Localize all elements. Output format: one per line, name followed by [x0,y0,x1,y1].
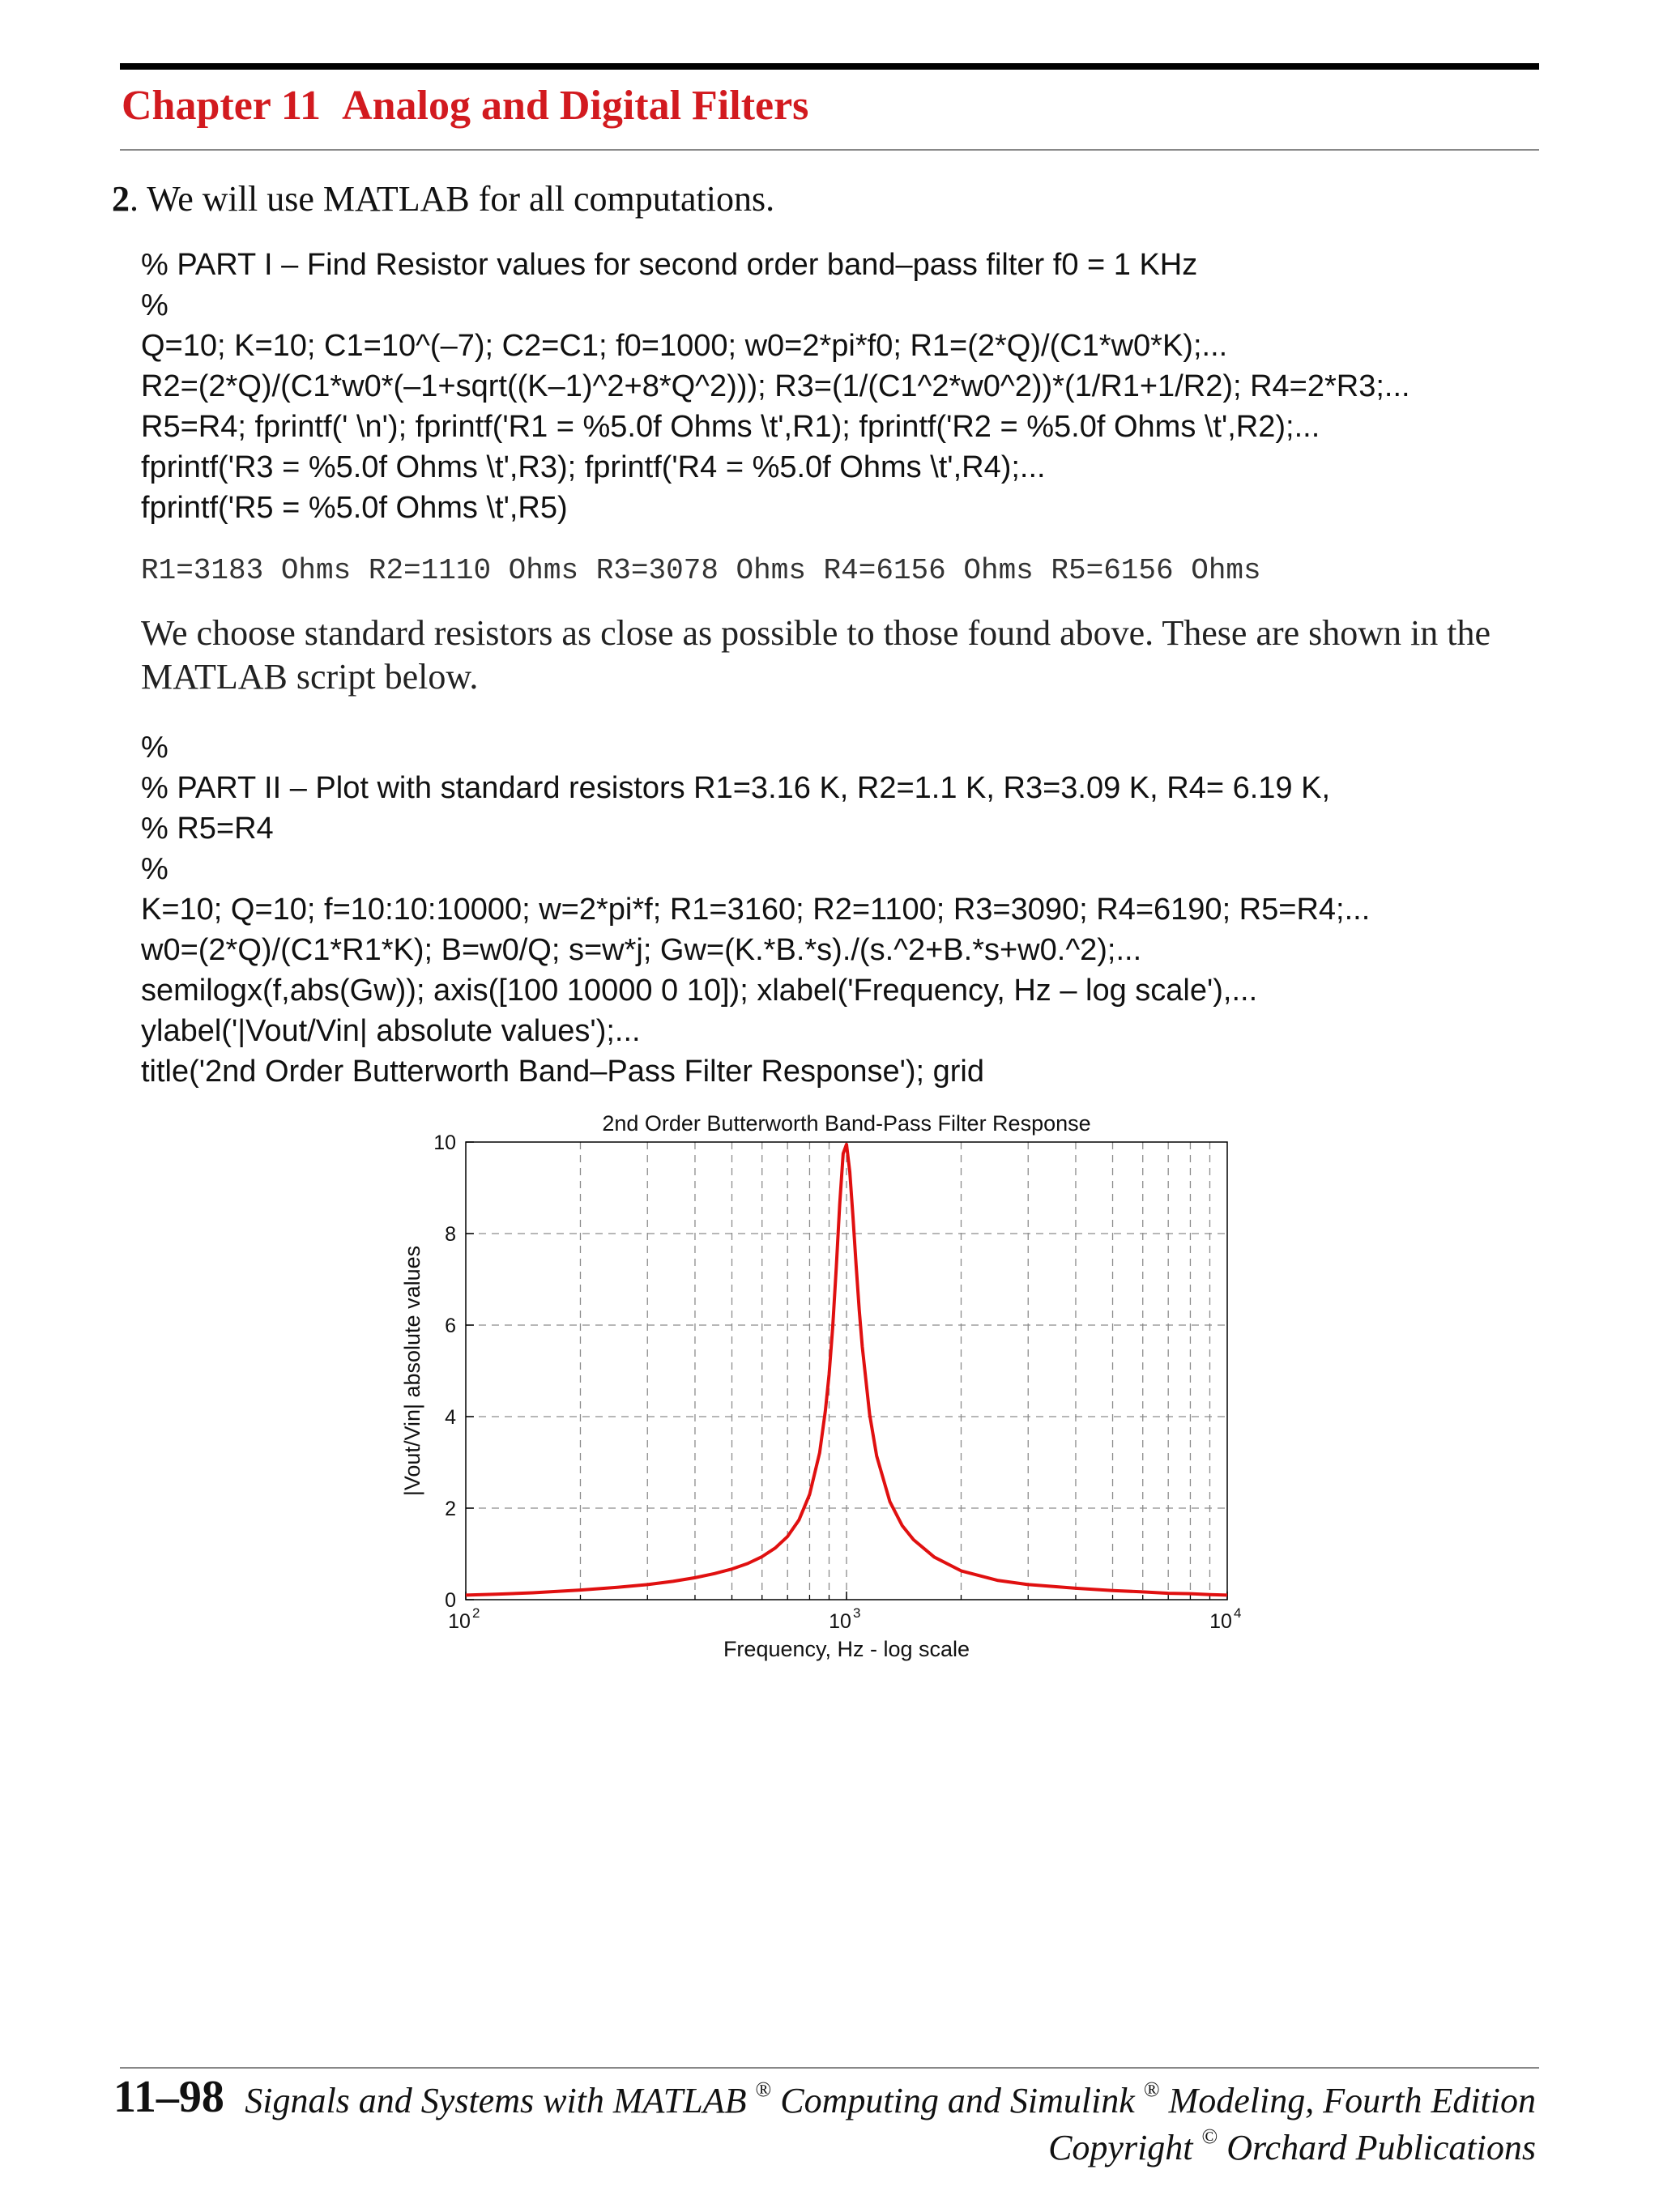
paragraph-line: We choose standard resistors as close as possible to those found above. These are shown in the [141,613,1491,653]
x-tick-exponent: 2 [472,1605,480,1621]
y-axis-label: |Vout/Vin| absolute values [400,1245,424,1497]
code-line: title('2nd Order Butterworth Band–Pass Filter Response'); grid [141,1055,984,1089]
y-tick-label: 6 [445,1315,456,1337]
grid [466,1142,1227,1600]
book-title-part: Modeling, Fourth Edition [1159,2081,1536,2120]
code-line: % [141,731,168,765]
chart-title: 2nd Order Butterworth Band-Pass Filter Response [602,1111,1091,1136]
y-tick-label: 2 [445,1498,456,1520]
code-line: semilogx(f,abs(Gw)); axis([100 10000 0 10]); xlabel('Frequency, Hz – log scale'),... [141,974,1258,1008]
x-tick-exponent: 4 [1234,1605,1242,1621]
x-tick-label: 10 [448,1610,471,1633]
code-block-part1 [141,245,1410,528]
code-line: R5=R4; fprintf(' \n'); fprintf('R1 = %5.0f Ohms \t',R1); fprintf('R2 = %5.0f Ohms \t',R2);... [141,410,1320,444]
code-line: % [141,852,168,886]
chapter-title: Analog and Digital Filters [342,83,809,129]
matlab-output: R1=3183 Ohms R2=1110 Ohms R3=3078 Ohms R4=6156 Ohms R5=6156 Ohms [141,554,1261,587]
code-line: R2=(2*Q)/(C1*w0*(–1+sqrt((K–1)^2+8*Q^2))); R3=(1/(C1^2*w0^2))*(1/R1+1/R2); R4=2*R3;... [141,369,1410,403]
book-title [245,2078,1536,2121]
code-line: % [141,288,168,322]
header-rule [120,149,1539,151]
book-title-part: Computing and Simulink [771,2081,1135,2120]
publisher: Orchard Publications [1226,2128,1536,2167]
axis-ticks [433,1132,1241,1633]
x-axis-label: Frequency, Hz - log scale [723,1637,970,1661]
page-number: 11–98 [113,2072,224,2122]
code-line: Q=10; K=10; C1=10^(–7); C2=C1; f0=1000; w0=2*pi*f0; R1=(2*Q)/(C1*w0*K);... [141,329,1228,363]
registered-mark: ® [755,2078,772,2101]
copyright-mark: © [1201,2125,1218,2148]
problem-statement [112,178,774,219]
chapter-label: Chapter 11 [122,83,322,129]
code-line: ylabel('|Vout/Vin| absolute values');... [141,1014,641,1048]
y-tick-label: 10 [433,1132,456,1154]
y-tick-label: 8 [445,1223,456,1246]
problem-text: . We will use MATLAB for all computations. [130,179,775,219]
problem-number: 2 [112,179,130,219]
copyright-word: Copyright [1048,2128,1193,2167]
footer-rule [120,2067,1539,2069]
code-line: fprintf('R3 = %5.0f Ohms \t',R3); fprintf('R4 = %5.0f Ohms \t',R4);... [141,450,1046,484]
explanation-paragraph [141,612,1491,699]
code-line: K=10; Q=10; f=10:10:10000; w=2*pi*f; R1=3160; R2=1100; R3=3090; R4=6190; R5=R4;... [141,893,1371,927]
x-tick-exponent: 3 [853,1605,861,1621]
y-tick-label: 0 [445,1589,456,1612]
code-line: fprintf('R5 = %5.0f Ohms \t',R5) [141,491,568,525]
code-line: % PART I – Find Resistor values for second order band–pass filter f0 = 1 KHz [141,248,1198,282]
chapter-heading [122,82,808,130]
code-block-part2 [141,727,1370,1092]
code-line: % PART II – Plot with standard resistors R1=3.16 K, R2=1.1 K, R3=3.09 K, R4= 6.19 K, [141,771,1331,805]
y-tick-label: 4 [445,1406,456,1429]
x-tick-label: 10 [829,1610,851,1633]
book-title-part: Signals and Systems with MATLAB [245,2081,747,2120]
paragraph-line: MATLAB script below. [141,657,479,697]
registered-mark: ® [1143,2078,1160,2101]
code-line: w0=(2*Q)/(C1*R1*K); B=w0/Q; s=w*j; Gw=(K.*B.*s)./(s.^2+B.*s+w0.^2);... [141,933,1142,967]
filter-response-chart [381,1102,1256,1685]
code-line: % R5=R4 [141,812,274,846]
top-rule [120,63,1539,70]
copyright-line [1048,2125,1536,2168]
x-tick-label: 10 [1209,1610,1232,1633]
